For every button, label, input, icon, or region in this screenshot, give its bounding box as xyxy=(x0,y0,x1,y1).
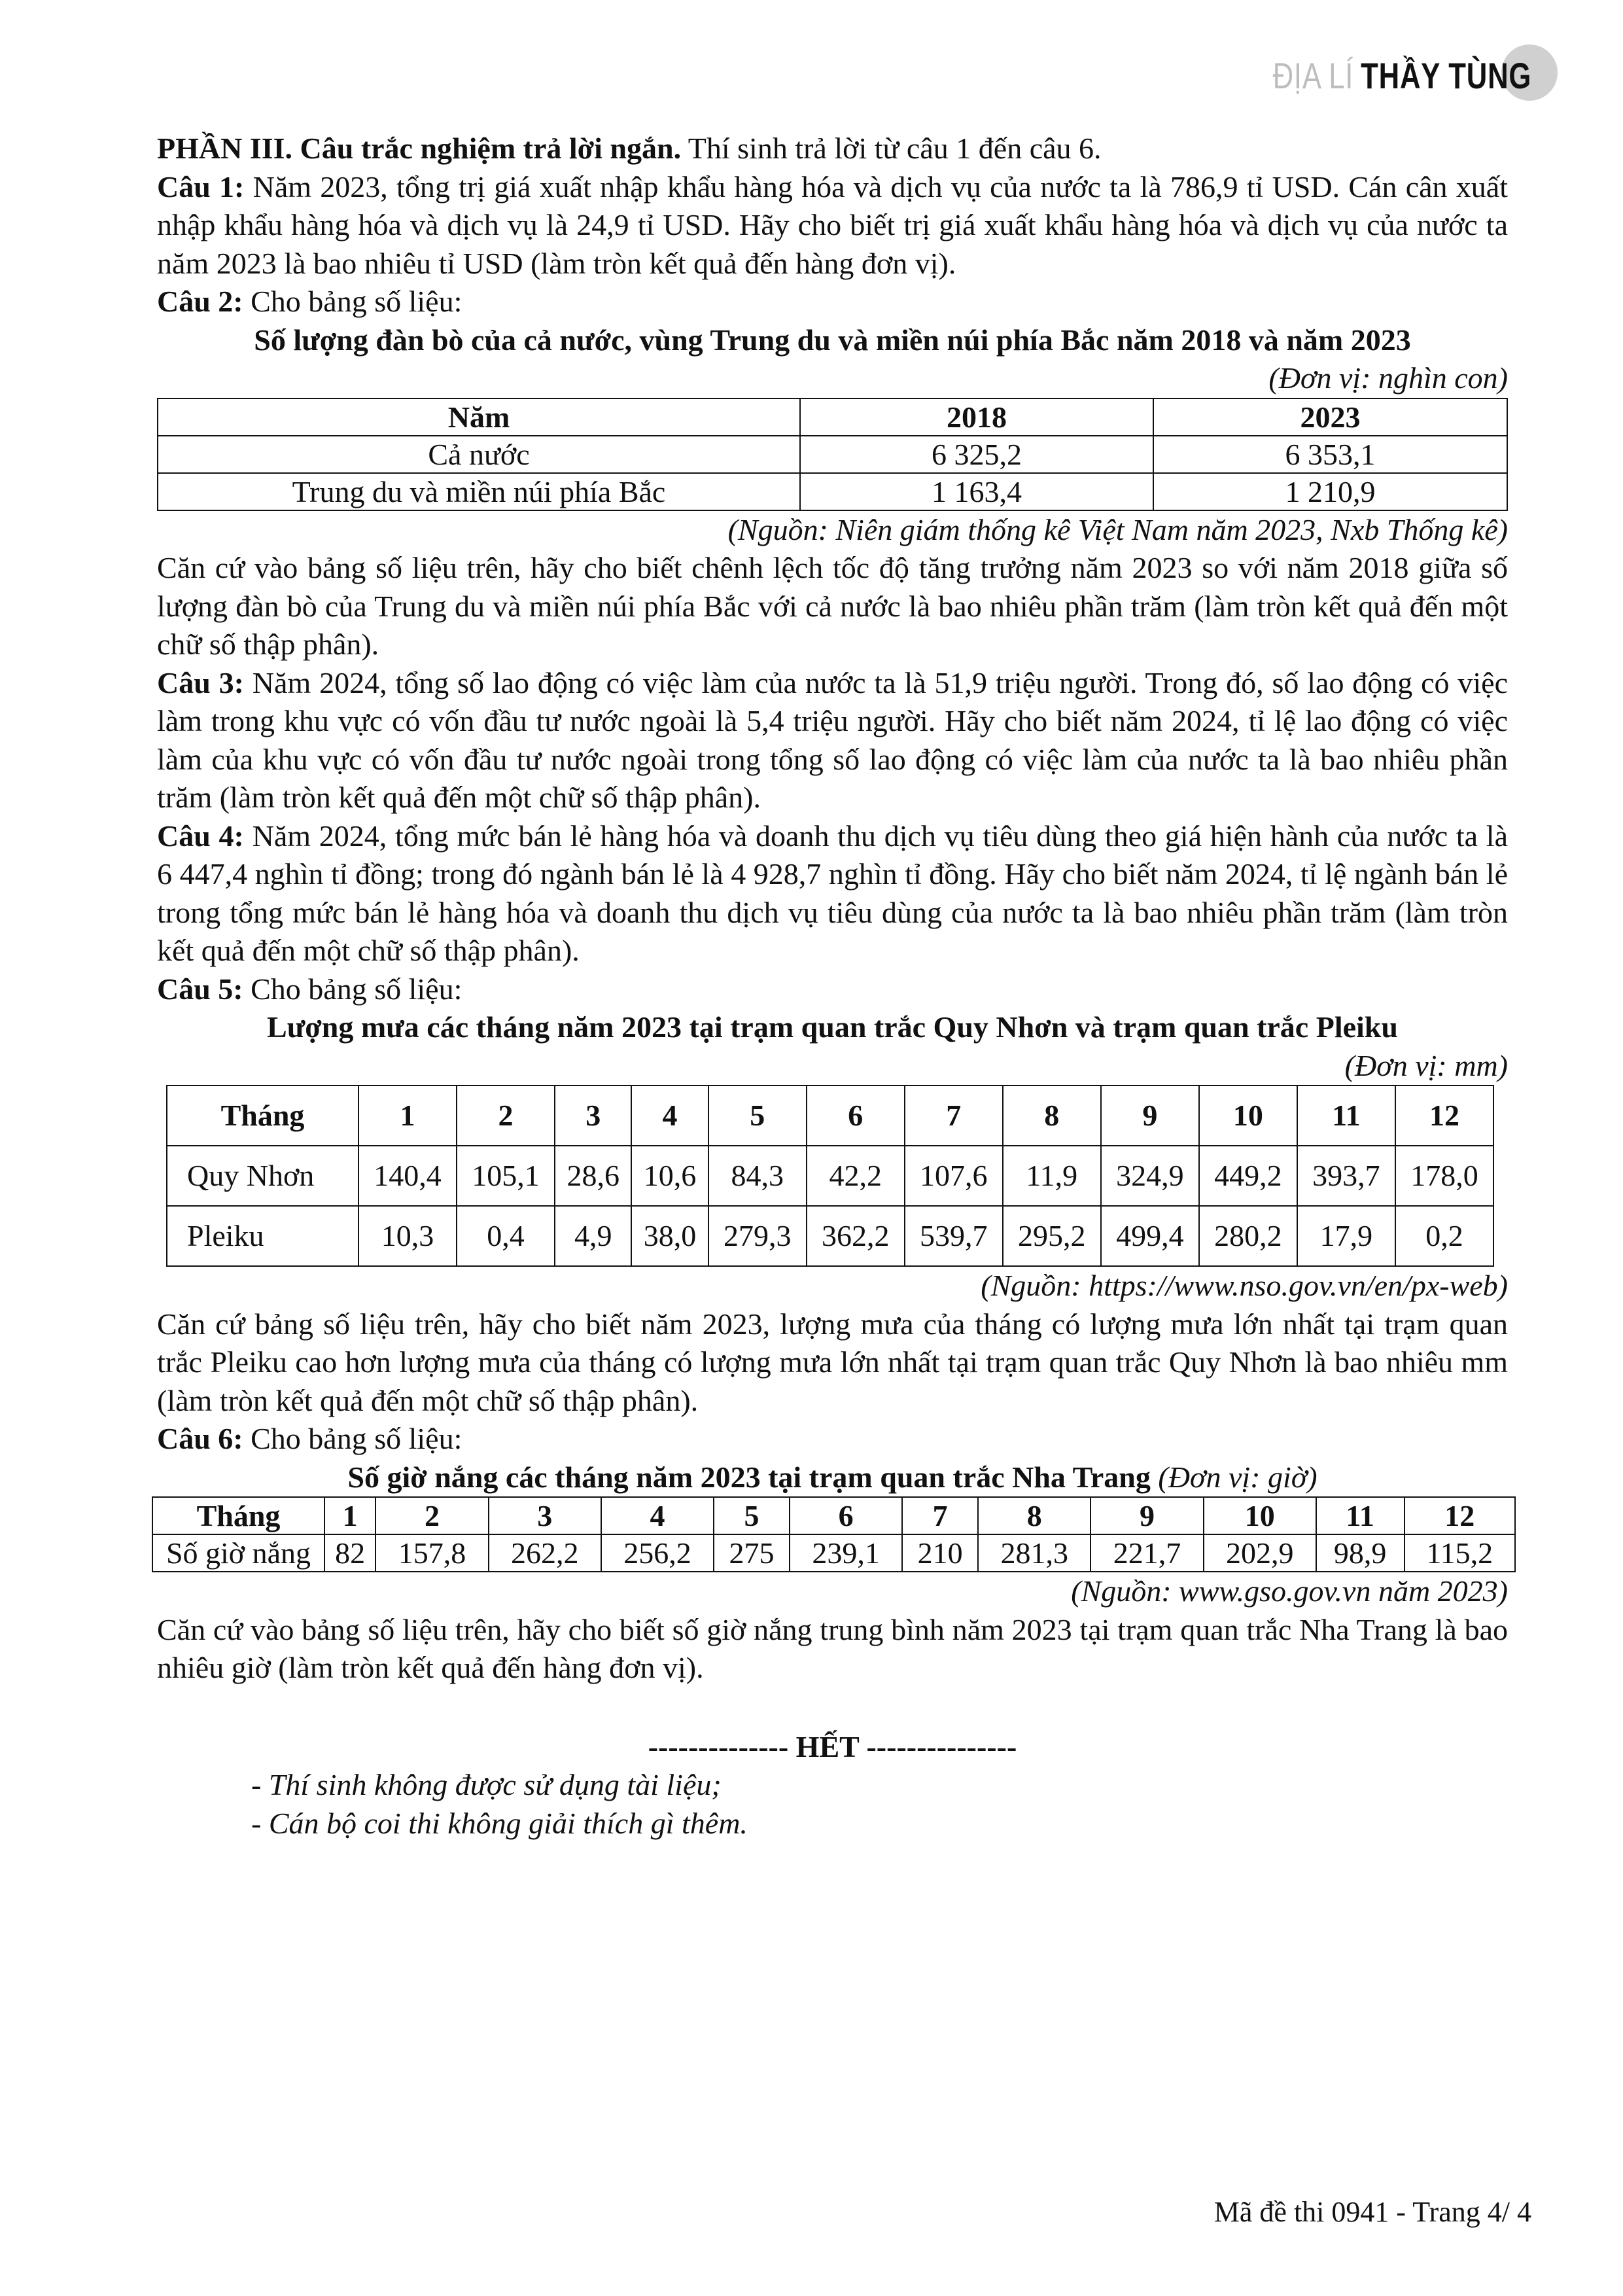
table-cell: 82 xyxy=(324,1534,375,1572)
table-cell: 280,2 xyxy=(1199,1206,1297,1266)
question-2-text: Căn cứ vào bảng số liệu trên, hãy cho biết chênh lệch tốc độ tăng trưởng năm 2023 so với năm 2018 giữa số lượng đàn bò của Trung du và miền núi phía Bắc với cả nước là bao nhiêu phần trăm (làm tròn kết quả đến một chữ số thập phân). xyxy=(157,551,1508,661)
table-header-cell: 5 xyxy=(714,1497,790,1534)
question-1-label: Câu 1: xyxy=(157,169,245,203)
table-cell: 221,7 xyxy=(1091,1534,1203,1572)
table-header-cell: 9 xyxy=(1101,1086,1199,1146)
logo-part-1: ĐỊA LÍ xyxy=(1272,54,1354,96)
table-cell: 10,3 xyxy=(358,1206,457,1266)
table-header-cell: 8 xyxy=(1003,1086,1101,1146)
cattle-table xyxy=(157,398,1508,511)
table-2-unit: (Đơn vị: mm) xyxy=(1344,1048,1508,1082)
table-cell: 295,2 xyxy=(1003,1206,1101,1266)
table-cell: 256,2 xyxy=(601,1534,714,1572)
table-cell: 157,8 xyxy=(375,1534,488,1572)
logo-text xyxy=(1272,54,1531,97)
table-cell: 202,9 xyxy=(1204,1534,1316,1572)
table-2-title: Lượng mưa các tháng năm 2023 tại trạm quan trắc Quy Nhơn và trạm quan trắc Pleiku xyxy=(267,1010,1398,1044)
brand-logo xyxy=(1200,39,1531,111)
table-cell: 105,1 xyxy=(457,1146,555,1206)
table-header-cell: 2018 xyxy=(800,398,1153,436)
question-3-text: Năm 2024, tổng số lao động có việc làm của nước ta là 51,9 triệu người. Trong đó, số lao động có việc làm trong khu vực có vốn đầu tư nước ngoài là 5,4 triệu người. Hãy cho biết năm 2024, tỉ lệ lao động có việc làm của khu vực có vốn đầu tư nước ngoài trong tổng số lao động có việc làm của nước ta là bao nhiêu phần trăm (làm tròn kết quả đến một chữ số thập phân). xyxy=(157,665,1508,814)
table-header-cell: 6 xyxy=(807,1086,905,1146)
table-cell: 1 210,9 xyxy=(1153,473,1507,510)
table-cell: 38,0 xyxy=(631,1206,708,1266)
question-1 xyxy=(157,168,1508,283)
table-cell: 239,1 xyxy=(790,1534,902,1572)
table-cell: 362,2 xyxy=(807,1206,905,1266)
table-header-cell: Tháng xyxy=(152,1497,324,1534)
question-4-text: Năm 2024, tổng mức bán lẻ hàng hóa và doanh thu dịch vụ tiêu dùng theo giá hiện hành của nước ta là 6 447,4 nghìn tỉ đồng; trong đó ngành bán lẻ là 4 928,7 nghìn tỉ đồng. Hãy cho biết năm 2024, tỉ lệ ngành bán lẻ trong tổng mức bán lẻ hàng hóa và doanh thu dịch vụ tiêu dùng của nước ta là bao nhiêu phần trăm (làm tròn kết quả đến một chữ số thập phân). xyxy=(157,819,1508,967)
table-header-cell: 2023 xyxy=(1153,398,1507,436)
question-5-intro xyxy=(157,970,1508,1009)
table-cell: 98,9 xyxy=(1316,1534,1405,1572)
table-cell: 449,2 xyxy=(1199,1146,1297,1206)
question-3-label: Câu 3: xyxy=(157,665,244,699)
table-cell: 275 xyxy=(714,1534,790,1572)
table-header-cell: 3 xyxy=(555,1086,631,1146)
page-footer: Mã đề thi 0941 - Trang 4/ 4 xyxy=(1213,2196,1531,2228)
table-cell: 17,9 xyxy=(1297,1206,1395,1266)
table-cell: 10,6 xyxy=(631,1146,708,1206)
sunshine-table xyxy=(152,1496,1516,1572)
table-cell: 0,4 xyxy=(457,1206,555,1266)
table-cell: 107,6 xyxy=(905,1146,1003,1206)
table-header-cell: 11 xyxy=(1316,1497,1405,1534)
table-header-cell: 2 xyxy=(457,1086,555,1146)
table-cell: Số giờ nắng xyxy=(152,1534,324,1572)
table-cell: 6 325,2 xyxy=(800,436,1153,473)
question-4-label: Câu 4: xyxy=(157,819,244,853)
table-header-cell: 7 xyxy=(902,1497,978,1534)
table-header-cell: 3 xyxy=(489,1497,601,1534)
logo-part-2: THẦY TÙNG xyxy=(1360,54,1531,96)
table-cell: 262,2 xyxy=(489,1534,601,1572)
table-cell: 539,7 xyxy=(905,1206,1003,1266)
table-cell: 11,9 xyxy=(1003,1146,1101,1206)
table-cell: 393,7 xyxy=(1297,1146,1395,1206)
table-header-cell: 8 xyxy=(978,1497,1091,1534)
table-header-cell: 12 xyxy=(1395,1086,1493,1146)
rainfall-table xyxy=(166,1085,1494,1267)
table-row xyxy=(152,1534,1515,1572)
table-header-cell: 2 xyxy=(375,1497,488,1534)
question-5-intro-text: Cho bảng số liệu: xyxy=(243,972,462,1006)
table-header-cell: 11 xyxy=(1297,1086,1395,1146)
table-3-title xyxy=(157,1458,1508,1497)
table-header-cell: 10 xyxy=(1199,1086,1297,1146)
question-6-intro xyxy=(157,1420,1508,1458)
table-cell: 140,4 xyxy=(358,1146,457,1206)
table-cell: 279,3 xyxy=(708,1206,807,1266)
question-6-text: Căn cứ vào bảng số liệu trên, hãy cho biết số giờ nắng trung bình năm 2023 tại trạm quan trắc Nha Trang là bao nhiêu giờ (làm tròn kết quả đến hàng đơn vị). xyxy=(157,1612,1508,1684)
question-3 xyxy=(157,664,1508,817)
table-cell: 42,2 xyxy=(807,1146,905,1206)
table-header-cell: 1 xyxy=(324,1497,375,1534)
table-cell: Pleiku xyxy=(167,1206,358,1266)
question-2-intro-text: Cho bảng số liệu: xyxy=(243,285,462,318)
table-2-source: (Nguồn: https://www.nso.gov.vn/en/px-web) xyxy=(981,1269,1508,1302)
question-6-intro-text: Cho bảng số liệu: xyxy=(243,1422,462,1455)
table-header-cell: 12 xyxy=(1405,1497,1516,1534)
exam-note: - Thí sinh không được sử dụng tài liệu; xyxy=(251,1768,722,1801)
question-4 xyxy=(157,817,1508,970)
table-cell: 281,3 xyxy=(978,1534,1091,1572)
table-header-row xyxy=(152,1497,1515,1534)
table-1-title: Số lượng đàn bò của cả nước, vùng Trung du và miền núi phía Bắc năm 2018 và năm 2023 xyxy=(254,323,1411,357)
table-header-cell: 4 xyxy=(631,1086,708,1146)
section-title: PHẦN III. Câu trắc nghiệm trả lời ngắn. xyxy=(157,132,682,165)
exam-note: - Cán bộ coi thi không giải thích gì thêm. xyxy=(251,1806,748,1840)
section-heading xyxy=(157,130,1508,168)
question-2-intro xyxy=(157,283,1508,321)
table-header-row xyxy=(158,398,1507,436)
table-header-cell: 6 xyxy=(790,1497,902,1534)
table-3-unit: (Đơn vị: giờ) xyxy=(1150,1460,1318,1494)
question-6-label: Câu 6: xyxy=(157,1422,243,1455)
question-1-text: Năm 2023, tổng trị giá xuất nhập khẩu hàng hóa và dịch vụ của nước ta là 786,9 tỉ USD. Cán cân xuất nhập khẩu hàng hóa và dịch vụ là 24,9 tỉ USD. Hãy cho biết trị giá xuất khẩu hàng hóa và dịch vụ của nước ta năm 2023 là bao nhiêu tỉ USD (làm tròn kết quả đến hàng đơn vị). xyxy=(157,169,1508,280)
table-cell: Cả nước xyxy=(158,436,800,473)
table-header-cell: 9 xyxy=(1091,1497,1203,1534)
table-header-cell: 7 xyxy=(905,1086,1003,1146)
table-row xyxy=(158,436,1507,473)
question-5-text: Căn cứ bảng số liệu trên, hãy cho biết năm 2023, lượng mưa của tháng có lượng mưa lớn nhất tại trạm quan trắc Pleiku cao hơn lượng mưa của tháng có lượng mưa lớn nhất tại trạm quan trắc Quy Nhơn là bao nhiêu mm (làm tròn kết quả đến một chữ số thập phân). xyxy=(157,1307,1508,1417)
table-row xyxy=(167,1206,1493,1266)
table-cell: 1 163,4 xyxy=(800,473,1153,510)
exam-content xyxy=(157,130,1508,1843)
table-row xyxy=(167,1146,1493,1206)
table-header-cell: 4 xyxy=(601,1497,714,1534)
table-1-unit: (Đơn vị: nghìn con) xyxy=(1268,361,1508,395)
table-cell: Trung du và miền núi phía Bắc xyxy=(158,473,800,510)
end-marker: -------------- HẾT --------------- xyxy=(648,1729,1017,1763)
table-cell: 115,2 xyxy=(1405,1534,1516,1572)
table-header-cell: Tháng xyxy=(167,1086,358,1146)
table-3-title-text: Số giờ nắng các tháng năm 2023 tại trạm quan trắc Nha Trang xyxy=(347,1460,1151,1494)
table-header-cell: 5 xyxy=(708,1086,807,1146)
table-cell: 6 353,1 xyxy=(1153,436,1507,473)
table-cell: Quy Nhơn xyxy=(167,1146,358,1206)
table-cell: 210 xyxy=(902,1534,978,1572)
table-cell: 28,6 xyxy=(555,1146,631,1206)
table-cell: 4,9 xyxy=(555,1206,631,1266)
table-1-source: (Nguồn: Niên giám thống kê Việt Nam năm 2023, Nxb Thống kê) xyxy=(727,512,1508,546)
table-header-cell: 10 xyxy=(1204,1497,1316,1534)
table-cell: 324,9 xyxy=(1101,1146,1199,1206)
table-header-cell: 1 xyxy=(358,1086,457,1146)
table-cell: 0,2 xyxy=(1395,1206,1493,1266)
table-header-cell: Năm xyxy=(158,398,800,436)
table-cell: 499,4 xyxy=(1101,1206,1199,1266)
section-instruction: Thí sinh trả lời từ câu 1 đến câu 6. xyxy=(681,132,1102,165)
table-cell: 178,0 xyxy=(1395,1146,1493,1206)
table-3-source: (Nguồn: www.gso.gov.vn năm 2023) xyxy=(1071,1574,1508,1608)
question-2-label: Câu 2: xyxy=(157,285,243,318)
question-5-label: Câu 5: xyxy=(157,972,243,1006)
table-cell: 84,3 xyxy=(708,1146,807,1206)
table-header-row xyxy=(167,1086,1493,1146)
table-row xyxy=(158,473,1507,510)
